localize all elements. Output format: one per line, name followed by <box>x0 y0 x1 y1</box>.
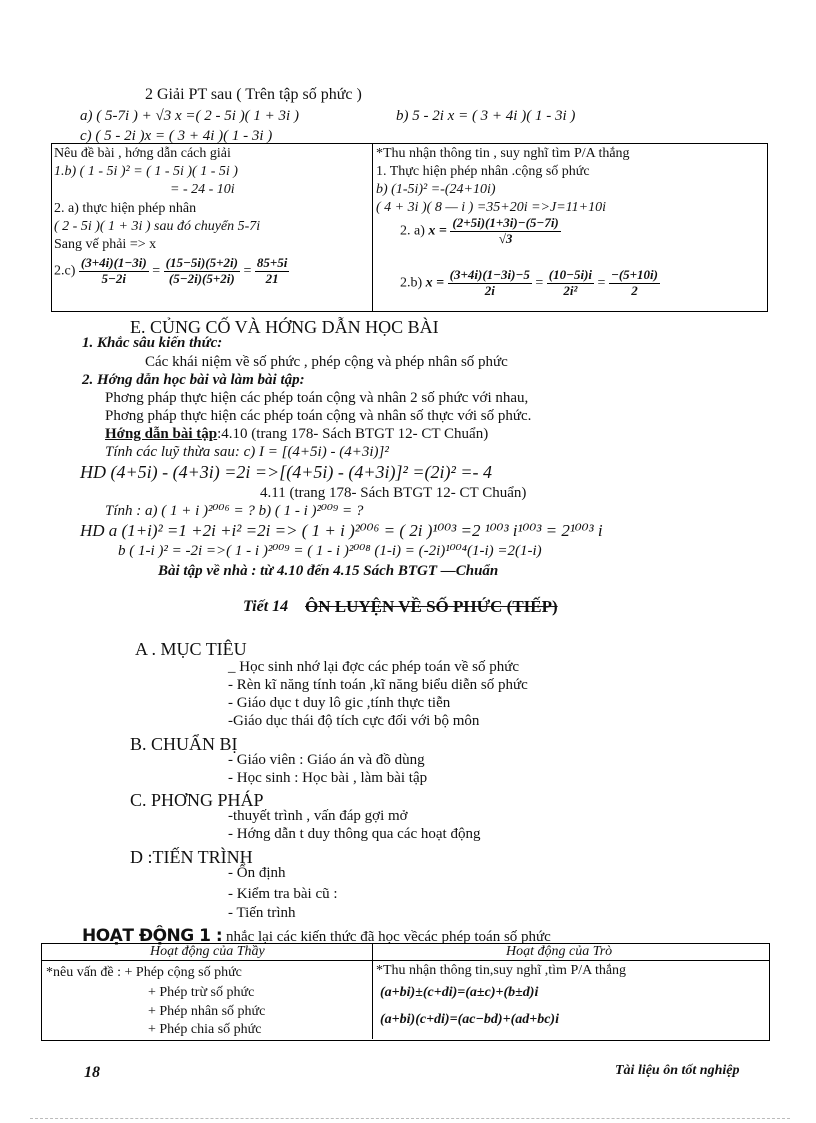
right-fraction-a <box>400 216 561 247</box>
fraction-g1-den: 2i <box>484 282 495 298</box>
procedure-item: - Tiến trình <box>228 905 296 921</box>
exercise-title: 2 Giải PT sau ( Trên tập số phức ) <box>145 86 362 103</box>
equation-c: c) ( 5 - 2i )x = ( 3 + 4i )( 1 - 3i ) <box>80 128 273 144</box>
objective-item: - Giáo dục t duy lô gic ,tính thực tiễn <box>228 695 451 711</box>
left-line-2: 1.b) ( 1 - 5i )² = ( 1 - 5i )( 1 - 5i ) <box>54 164 238 179</box>
activity-table-header-rule <box>41 960 769 961</box>
fraction-g3 <box>609 268 660 299</box>
method-item: -thuyết trình , vấn đáp gợi mở <box>228 808 408 824</box>
right-fraction-a-x: x = <box>428 223 447 239</box>
teacher-column-header: Hoạt động của Thầy <box>150 944 265 959</box>
exercise-guide <box>105 426 488 443</box>
footer-title: Tài liệu ôn tốt nghiệp <box>615 1063 740 1078</box>
right-fraction-b-label: 2.b) <box>400 275 423 291</box>
hint-3: b ( 1-i )² = -2i =>( 1 - i )²⁰⁰⁹ = ( 1 - i )²⁰⁰⁸ (1-i) = (-2i)¹⁰⁰⁴(1-i) =2(1-i) <box>118 543 542 559</box>
equation-b: b) 5 - 2i x = ( 3 + 4i )( 1 - 3i ) <box>396 108 576 124</box>
power-exercise: Tính các luỹ thừa sau: c) I = [(4+5i) - (4+3i)]² <box>105 444 389 460</box>
objective-item: _ Học sinh nhớ lại đợc các phép toán về số phức <box>228 659 519 675</box>
procedure-item: - Ổn định <box>228 865 286 881</box>
fraction-g3-den: 2 <box>631 282 638 298</box>
compute-powers: Tính : a) ( 1 + i )²⁰⁰⁶ = ? b) ( 1 - i )²⁰⁰⁹ = ? <box>105 503 364 519</box>
activity-table-divider <box>372 943 373 1039</box>
right-line-1: *Thu nhận thông tin , suy nghĩ tìm P/A thắng <box>376 146 630 161</box>
section-e-item-2-line-1: Phơng pháp thực hiện các phép toán cộng và nhân 2 số phức với nhau, <box>105 390 529 406</box>
right-line-2: 1. Thực hiện phép nhân .cộng số phức <box>376 164 590 179</box>
fraction-g2 <box>547 268 594 299</box>
method-item: - Hớng dẫn t duy thông qua các hoạt động <box>228 826 481 842</box>
left-line-6: Sang vế phải => x <box>54 237 157 252</box>
fraction-2-den: (5−2i)(5+2i) <box>168 270 235 286</box>
section-e-heading: E. CỦNG CỐ VÀ HỚNG DẪN HỌC BÀI <box>130 317 439 337</box>
fraction-3-den: 21 <box>265 270 279 286</box>
method-heading: C. PHƠNG PHÁP <box>130 790 264 810</box>
right-fraction-a-label: 2. a) <box>400 223 425 239</box>
homework: Bài tập về nhà : từ 4.10 đến 4.15 Sách BTGT —Chuẩn <box>158 563 499 579</box>
fraction-2 <box>164 256 240 287</box>
procedure-item: - Kiểm tra bài cũ : <box>228 886 338 902</box>
lesson-title: ÔN LUYỆN VỀ SỐ PHỨC (TIẾP) <box>305 597 558 616</box>
equation-a: a) ( 5-7i ) + √3 x =( 2 - 5i )( 1 + 3i ) <box>80 108 299 124</box>
teacher-item: *nêu vấn đề : + Phép cộng số phức <box>46 965 242 980</box>
objective-item: -Giáo dục thái độ tích cực đối với bộ môn <box>228 713 480 729</box>
exercise-guide-text: :4.10 (trang 178- Sách BTGT 12- CT Chuẩn) <box>217 426 489 442</box>
fraction-1-den: 5−2i <box>101 270 127 286</box>
right-line-4: ( 4 + 3i )( 8 — i ) =35+20i =>J=11+10i <box>376 200 606 215</box>
section-e-item-2-line-2: Phơng pháp thực hiện các phép toán cộng và nhân số thực với số phức. <box>105 408 532 424</box>
teacher-item: + Phép trừ số phức <box>148 985 255 1000</box>
fraction-2-num: (15−5i)(5+2i) <box>165 255 238 270</box>
fraction-label: 2.c) <box>54 263 76 279</box>
multiplication-formula: (a+bi)(c+di)=(ac−bd)+(ad+bc)i <box>380 1012 559 1027</box>
preparation-heading: B. CHUẨN BỊ <box>130 734 238 754</box>
left-fraction-equation: 2.c) $\frac{(3+4i)(1-3i)}{5-2i}$ = $\frac{(15-5i)(5+2i)}{(5-2i)(5+2i)}$ = $\frac{85+5i}{21}$ <box>54 255 288 286</box>
section-e-item-1-text: Các khái niệm về số phức , phép cộng và phép nhân số phức <box>145 354 508 370</box>
fraction-g2-num: (10−5i)i <box>548 267 593 282</box>
footer-rule <box>30 1118 790 1119</box>
fraction-g2-den: 2i² <box>563 282 578 298</box>
procedure-heading: D :TIẾN TRÌNH <box>130 847 253 867</box>
teacher-item: + Phép nhân số phức <box>148 1004 266 1019</box>
preparation-item: - Học sinh : Học bài , làm bài tập <box>228 770 428 786</box>
objectives-heading: A . MỤC TIÊU <box>135 639 247 659</box>
student-line-1: *Thu nhận thông tin,suy nghĩ ,tìm P/A thắng <box>376 963 627 978</box>
section-e-item-2: 2. Hớng dẫn học bài và làm bài tập: <box>82 372 305 388</box>
hint-2: HD a (1+i)² =1 +2i +i² =2i => ( 1 + i )²⁰⁰⁶ = ( 2i )¹⁰⁰³ =2 ¹⁰⁰³ i¹⁰⁰³ = 2¹⁰⁰³ i <box>80 521 603 540</box>
right-fraction-b: 2.b) x = $\frac{(3+4i)(1-3i)-5}{2i}$ = $\frac{(10-5i)i}{\text{2i²}}$ = $\frac{-(5+10i)}{2}$ <box>400 267 658 298</box>
preparation-item: - Giáo viên : Giáo án và đồ dùng <box>228 752 425 768</box>
fraction-r5-den: √3 <box>498 230 513 246</box>
teacher-item: + Phép chia số phức <box>148 1022 262 1037</box>
fraction-g1 <box>448 268 532 299</box>
left-line-1: Nêu đề bài , hớng dẫn cách giải <box>54 146 231 161</box>
fraction-g1-num: (3+4i)(1−3i)−5 <box>449 267 530 282</box>
lesson-number: Tiết 14 <box>243 598 289 615</box>
right-line-3: b) (1-5i)² =-(24+10i) <box>376 182 496 197</box>
activity-1-text: nhắc lại các kiến thức đã học vềcác phép toán số phức <box>222 929 551 945</box>
right-fraction-b-x: x = <box>425 275 445 291</box>
exercise-4-11: 4.11 (trang 178- Sách BTGT 12- CT Chuẩn) <box>260 485 527 501</box>
page-number: 18 <box>84 1064 100 1081</box>
objective-item: - Rèn kĩ năng tính toán ,kĩ năng biểu diễn số phức <box>228 677 528 693</box>
addition-formula: (a+bi)±(c+di)=(a±c)+(b±d)i <box>380 985 539 1000</box>
table-divider <box>372 143 373 311</box>
left-line-4: 2. a) thực hiện phép nhân <box>54 201 197 216</box>
fraction-r5-num: (2+5i)(1+3i)−(5−7i) <box>452 215 559 230</box>
fraction-r5 <box>450 216 560 247</box>
fraction-1-num: (3+4i)(1−3i) <box>80 255 147 270</box>
left-line-3: = - 24 - 10i <box>170 182 235 197</box>
left-line-5: ( 2 - 5i )( 1 + 3i ) sau đó chuyển 5-7i <box>54 219 261 234</box>
fraction-3-num: 85+5i <box>256 255 288 270</box>
fraction-g3-num: −(5+10i) <box>610 267 658 282</box>
exercise-guide-label: Hớng dẫn bài tập <box>105 426 218 442</box>
section-e-item-1: 1. Khắc sâu kiến thức: <box>82 335 223 351</box>
student-column-header: Hoạt động của Trò <box>506 944 613 959</box>
fraction-1 <box>79 256 149 287</box>
fraction-3 <box>255 256 290 287</box>
hint-1: HD (4+5i) - (4+3i) =2i =>[(4+5i) - (4+3i)]² =(2i)² =- 4 <box>80 462 493 482</box>
activity-1-label: HOẠT ĐỘNG 1 : <box>82 926 223 946</box>
